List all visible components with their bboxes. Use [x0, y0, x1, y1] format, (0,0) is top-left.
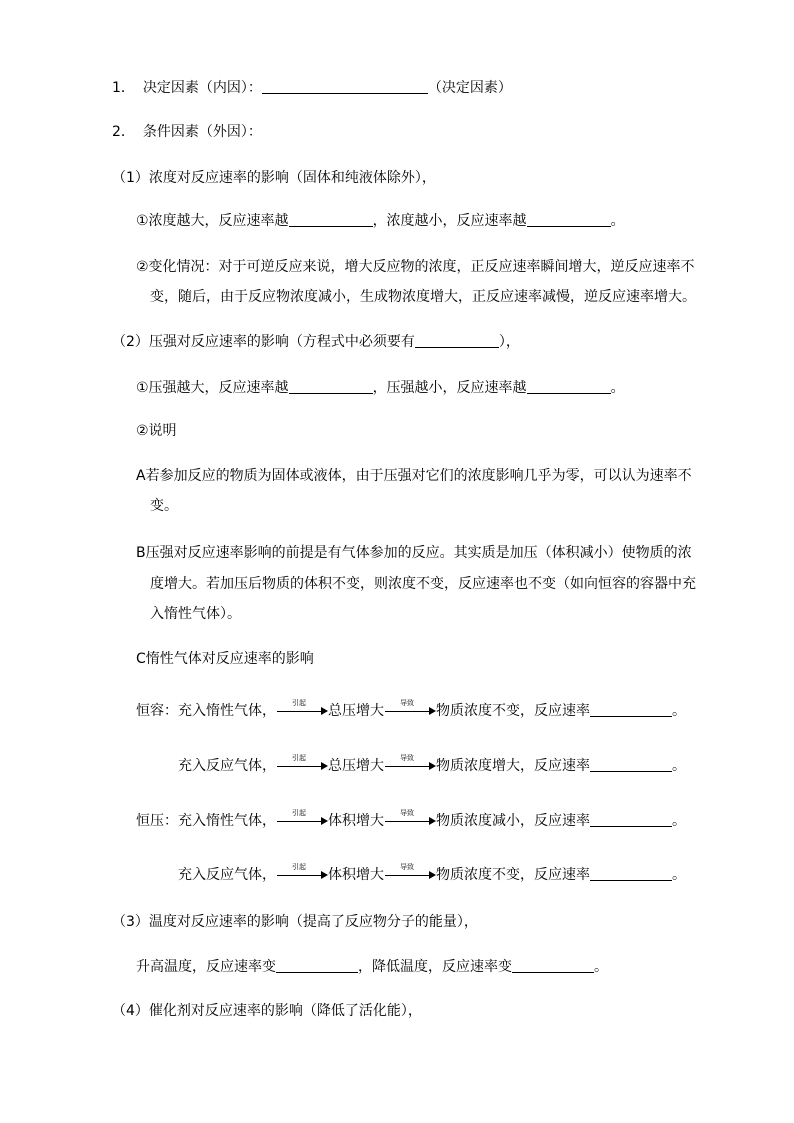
flow-mid: 体积增大: [328, 813, 384, 829]
answer-blank[interactable]: [276, 958, 358, 973]
text: 。: [610, 380, 625, 396]
flow-tail: 物质浓度减小，反应速率: [436, 813, 590, 829]
flow-mid: 总压增大: [328, 703, 384, 719]
answer-blank[interactable]: [415, 333, 499, 348]
arrow-icon: [385, 754, 435, 775]
flow-start: 充入反应气体，: [178, 758, 276, 774]
text: （2）压强对反应速率的影响（方程式中必须要有: [112, 334, 415, 350]
answer-blank[interactable]: [289, 212, 373, 227]
text: ①压强越大，反应速率越: [136, 380, 289, 396]
answer-blank[interactable]: [262, 79, 428, 94]
item-text: 条件因素（外因）：: [142, 124, 262, 140]
section-2-point-1: [136, 379, 625, 397]
section-1-point-1: [136, 212, 625, 230]
text: 。: [672, 758, 686, 774]
flow-tail: 物质浓度增大，反应速率: [436, 758, 590, 774]
section-2-heading: [112, 333, 520, 351]
flow-prefix: 恒容：: [136, 703, 178, 719]
answer-blank[interactable]: [590, 866, 672, 881]
arrow-icon: [277, 754, 327, 775]
answer-blank[interactable]: [590, 757, 672, 772]
text: ），: [498, 334, 520, 350]
item-number: 2．: [112, 124, 135, 140]
arrow-icon: [277, 809, 327, 830]
text: ①浓度越大，反应速率越: [136, 213, 289, 229]
arrow-icon: [385, 863, 435, 884]
text: ，浓度越小，反应速率越: [372, 213, 527, 229]
section-1-point-2-line-1: ②变化情况：对于可逆反应来说，增大反应物的浓度，正反应速率瞬间增大，逆反应速率不: [136, 259, 695, 275]
arrow-icon: [277, 699, 327, 720]
arrow-label: 引起: [292, 754, 306, 762]
item-number: 1．: [112, 80, 135, 96]
answer-blank[interactable]: [527, 212, 611, 227]
text: 。: [672, 703, 686, 719]
flow-prefix: 恒压：: [136, 813, 178, 829]
section-3-point: [136, 958, 608, 976]
text: ，压强越小，反应速率越: [372, 380, 527, 396]
note-b-line-1: B压强对反应速率影响的前提是有气体参加的反应。其实质是加压（体积减小）使物质的浓: [136, 545, 692, 561]
arrow-label: 导致: [400, 699, 414, 707]
section-3-heading: （3）温度对反应速率的影响（提高了反应物分子的能量），: [112, 914, 478, 930]
arrow-icon: [277, 863, 327, 884]
answer-blank[interactable]: [590, 702, 672, 717]
text: 。: [672, 813, 686, 829]
section-2-point-2: ②说明: [136, 423, 177, 439]
flow-start: 充入反应气体，: [178, 867, 276, 883]
item-text: （决定因素）: [427, 80, 512, 96]
flow-tail: 物质浓度不变，反应速率: [436, 703, 590, 719]
note-b-line-2: 度增大。若加压后物质的体积不变，则浓度不变，反应速率也不变（如向恒容的容器中充: [150, 576, 696, 592]
note-b-line-3: 入惰性气体）。: [150, 606, 241, 622]
flow-start: 充入惰性气体，: [178, 703, 276, 719]
flow-row-3: [136, 809, 686, 830]
section-4-heading: （4）催化剂对反应速率的影响（降低了活化能），: [112, 1003, 422, 1019]
item-text: 决定因素（内因）：: [142, 80, 262, 96]
flow-mid: 体积增大: [328, 867, 384, 883]
flow-row-4: [178, 863, 686, 884]
flow-mid: 总压增大: [328, 758, 384, 774]
answer-blank[interactable]: [289, 379, 373, 394]
arrow-icon: [385, 699, 435, 720]
item-1: [112, 79, 512, 97]
note-a-line-1: A若参加反应的物质为固体或液体，由于压强对它们的浓度影响几乎为零，可以认为速率不: [136, 468, 692, 484]
answer-blank[interactable]: [527, 379, 611, 394]
flow-tail: 物质浓度不变，反应速率: [436, 867, 590, 883]
text: 升高温度，反应速率变: [136, 959, 276, 975]
flow-start: 充入惰性气体，: [178, 813, 276, 829]
item-2: [112, 123, 262, 141]
answer-blank[interactable]: [590, 812, 672, 827]
arrow-label: 引起: [292, 699, 306, 707]
flow-row-2: [178, 754, 686, 775]
arrow-label: 引起: [292, 863, 306, 871]
text: 。: [594, 959, 608, 975]
section-1-heading: （1）浓度对反应速率的影响（固体和纯液体除外），: [112, 170, 436, 186]
note-c-heading: C惰性气体对反应速率的影响: [136, 651, 314, 667]
arrow-label: 引起: [292, 809, 306, 817]
arrow-label: 导致: [400, 754, 414, 762]
section-1-point-2-line-2: 变，随后，由于反应物浓度减小，生成物浓度增大，正反应速率减慢，逆反应速率增大。: [150, 289, 696, 305]
answer-blank[interactable]: [512, 958, 594, 973]
arrow-label: 导致: [400, 809, 414, 817]
note-a-line-2: 变。: [150, 498, 178, 514]
text: ，降低温度，反应速率变: [358, 959, 512, 975]
arrow-label: 导致: [400, 863, 414, 871]
flow-row-1: [136, 699, 686, 720]
arrow-icon: [385, 809, 435, 830]
text: 。: [610, 213, 625, 229]
text: 。: [672, 867, 686, 883]
